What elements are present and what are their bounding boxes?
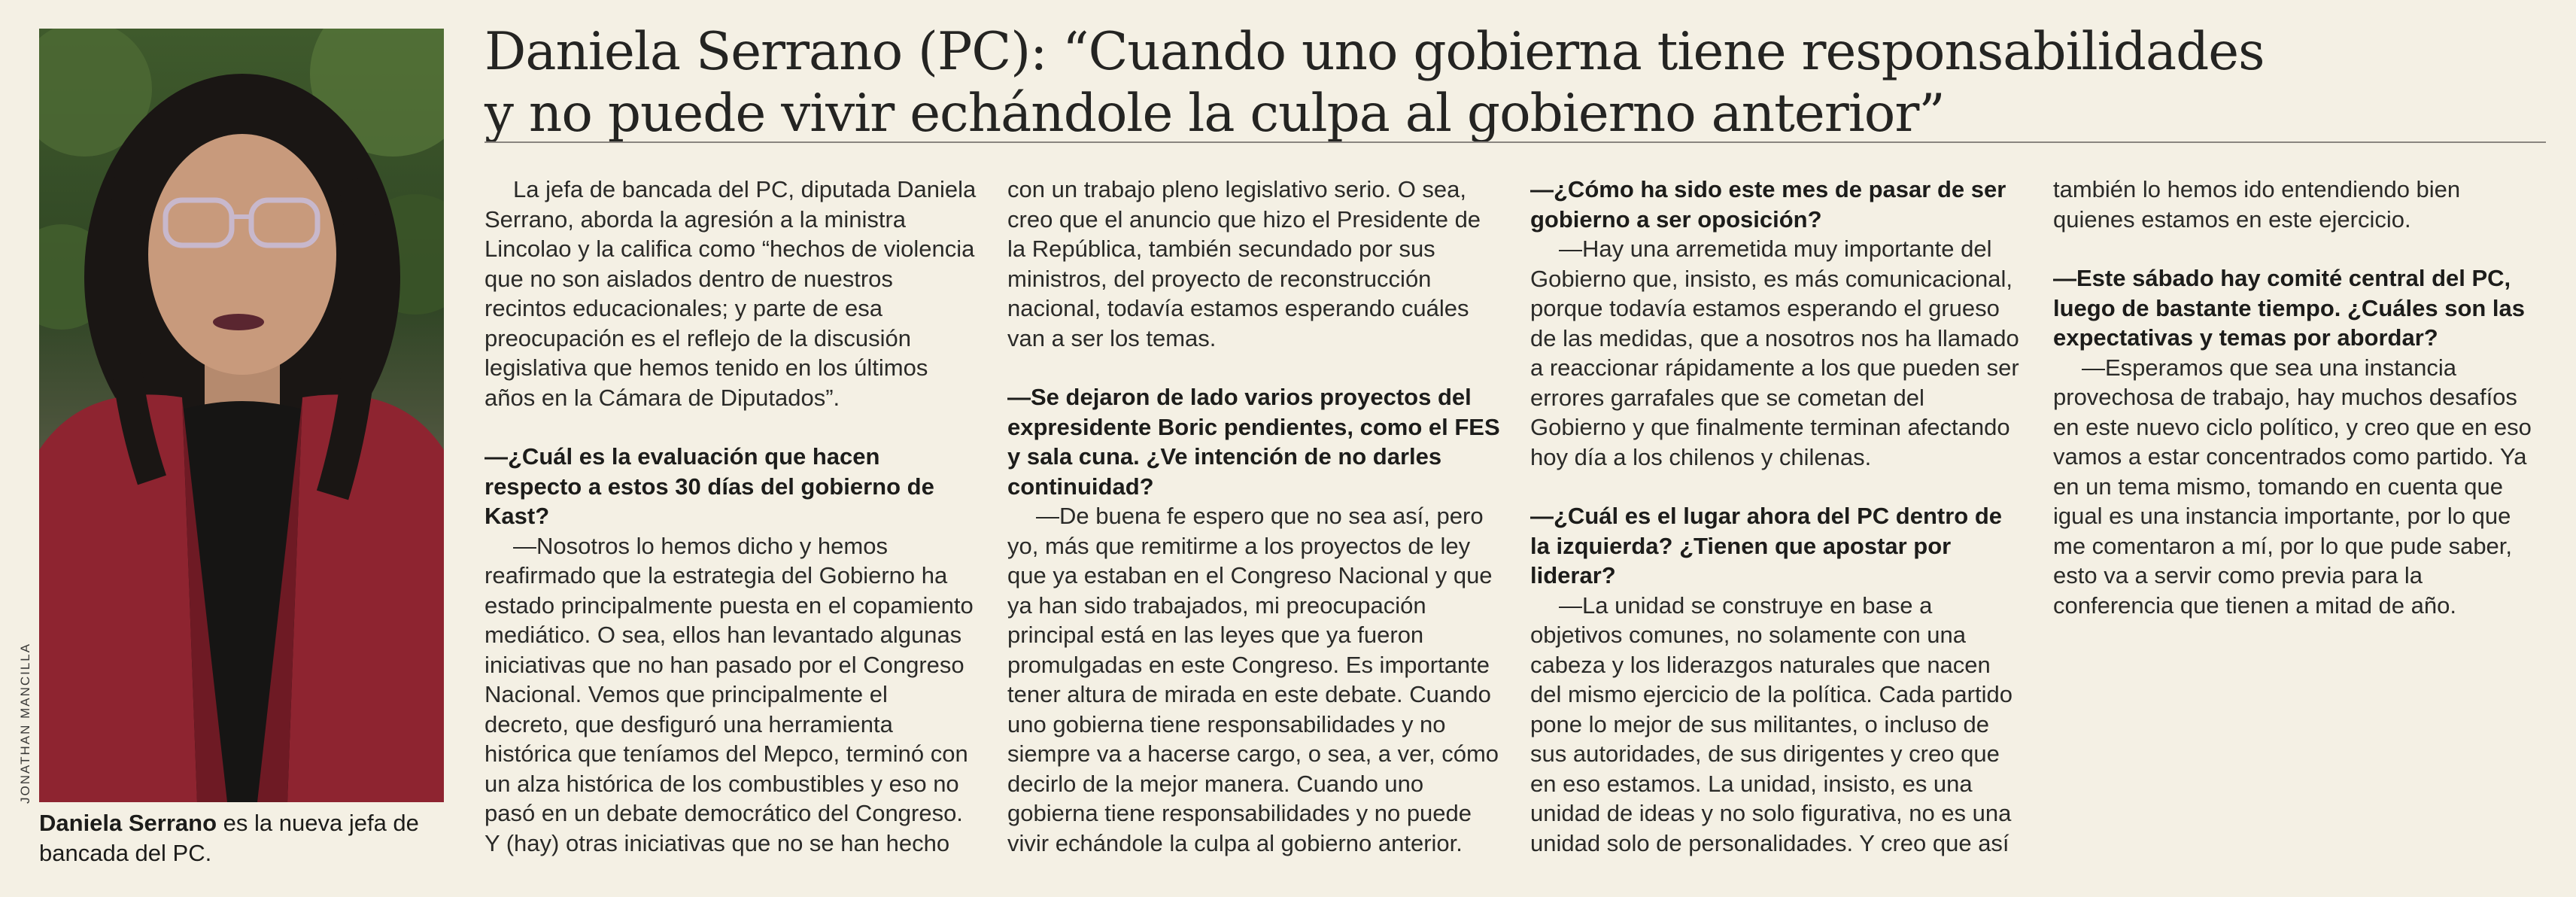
photo-caption <box>39 808 460 868</box>
headline-line-1: Daniela Serrano (PC): “Cuando uno gobierna tiene responsabilidades <box>485 22 2265 82</box>
headline-divider <box>485 141 2546 143</box>
answer-4: —La unidad se construye en base a objetivos comunes, no solamente con una cabeza y los liderazgos naturales que nacen del mismo ejercicio de la política. Cada partido pone lo mejor de sus militantes, o incluso de sus autoridades, de sus dirigentes y creo que en eso estamos. La unidad, insisto, es una unidad de ideas y no solo figurativa, no es una unidad solo de personalidades. Y creo que así también lo hemos ido entendiendo bien quienes estamos en este ejercicio. <box>1530 176 2461 856</box>
question-5: —Este sábado hay comité central del PC, luego de bastante tiempo. ¿Cuáles son las expectativas y temas por abordar? <box>2053 265 2526 351</box>
answer-5: —Esperamos que sea una instancia provechosa de trabajo, hay muchos desafíos en este nuevo ciclo político, y creo que en eso vamos a estar concentrados como partido. Ya en un tema mismo, tomando en cuenta que igual es una instancia importante, por lo que me comentaron a mí, por lo que pude saber, esto va a servir como previa para la conferencia que tienen a mitad de año. <box>2053 354 2532 619</box>
headline-line-2: y no puede vivir echándole la culpa al gobierno anterior” <box>485 84 1945 144</box>
question-3: —¿Cómo ha sido este mes de pasar de ser gobierno a ser oposición? <box>1530 176 2006 233</box>
portrait-photo <box>39 29 444 802</box>
caption-name: Daniela Serrano <box>39 810 217 836</box>
answer-1: —Nosotros lo hemos dicho y hemos reafirmado que la estrategia del Gobierno ha estado principalmente puesta en el copamiento mediático. O sea, ellos han levantado algunas iniciativas que no han pasado por el Congreso Nacional. Vemos que principalmente el decreto, que desfiguró una herramienta histórica que teníamos del Mepco, terminó con un alza histórica de los combustibles y eso no pasó en un debate democrático del Congreso. Y (hay) otras iniciativas que no se han hecho con un trabajo pleno legislativo serio. O sea, creo que el anuncio que hizo el Presidente de la República, también secundado por sus ministros, del proyecto de reconstrucción nacional, todavía estamos esperando cuáles van a ser los temas. <box>485 176 1481 856</box>
answer-2: —De buena fe espero que no sea así, pero yo, más que remitirme a los proyectos de ley que ya estaban en el Congreso Nacional y que ya han sido trabajados, mi preocupación principal está en las leyes que ya fueron promulgadas en este Congreso. Es importante tener altura de mirada en este debate. Cuando uno gobierna tiene responsabilidades y no siempre va a hacerse cargo, o sea, a ver, cómo decirlo de la mejor manera. Cuando uno gobierna tiene responsabilidades y no puede vivir echándole la culpa al gobierno anterior. <box>1007 503 1499 856</box>
answer-3: —Hay una arremetida muy importante del Gobierno que, insisto, es más comunicacional, porque todavía estamos esperando el grueso de las medidas, que a nosotros nos ha llamado a reaccionar rápidamente a los que pueden ser errores garrafales que se cometan del Gobierno y que finalmente terminan afectando hoy día a los chilenos y chilenas. <box>1530 236 2019 470</box>
headline <box>485 21 2546 144</box>
photo-credit: JONATHAN MANCILLA <box>18 642 32 804</box>
portrait-illustration <box>39 29 444 802</box>
question-2: —Se dejaron de lado varios proyectos del expresidente Boric pendientes, como el FES y sala cuna. ¿Ve intención de no darles continuidad? <box>1007 384 1500 500</box>
caption-text: es la nueva jefa de bancada del PC. <box>39 810 419 866</box>
question-4: —¿Cuál es el lugar ahora del PC dentro de la izquierda? ¿Tienen que apostar por liderar? <box>1530 503 2003 588</box>
question-1: —¿Cuál es la evaluación que hacen respecto a estos 30 días del gobierno de Kast? <box>485 443 934 529</box>
intro-paragraph: La jefa de bancada del PC, diputada Daniela Serrano, aborda la agresión a la ministra Lincolao y la califica como “hechos de violencia que no son aislados dentro de nuestros recintos educacionales; y parte de esa preocupación es el reflejo de la discusión legislativa que hemos tenido en los últimos años en la Cámara de Diputados”. <box>485 176 977 411</box>
article-body <box>485 175 2546 882</box>
